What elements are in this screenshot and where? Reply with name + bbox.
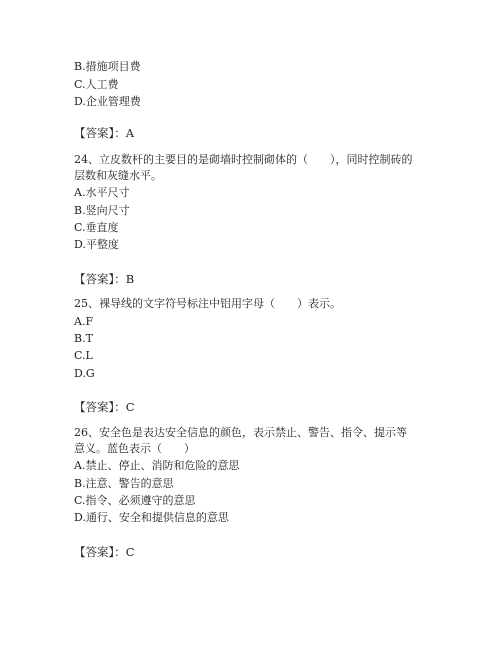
q26-option-a: A.禁止、停止、消防和危险的意思 xyxy=(74,459,240,472)
q23-answer: 【答案】：A xyxy=(74,126,135,140)
q25-option-b: B.T xyxy=(74,332,93,345)
q26-option-b: B.注意、警告的意思 xyxy=(74,477,174,490)
q26-stem-line2: 意义。蓝色表示（ ） xyxy=(74,442,195,455)
q25-option-d: D.G xyxy=(74,367,95,380)
q23-option-c: C.人工费 xyxy=(74,78,119,91)
q24-option-c: C.垂直度 xyxy=(74,221,119,234)
q24-stem-line2: 层数和灰缝水平。 xyxy=(74,169,162,182)
q25-option-c: C.L xyxy=(74,349,93,362)
q25-stem-line1: 25、裸导线的文字符号标注中铝用字母（ ）表示。 xyxy=(74,297,341,310)
q24-option-b: B.竖向尺寸 xyxy=(74,204,130,217)
q26-answer: 【答案】：C xyxy=(74,545,135,559)
q24-option-d: D.平整度 xyxy=(74,238,119,251)
q23-option-b: B.措施项目费 xyxy=(74,60,141,73)
q24-answer: 【答案】：B xyxy=(74,272,135,286)
q25-answer: 【答案】：C xyxy=(74,400,135,414)
q24-stem-line1: 24、立皮数杆的主要目的是砌墙时控制砌体的（ ），同时控制砖的 xyxy=(74,153,413,166)
q24-option-a: A.水平尺寸 xyxy=(74,186,130,199)
q25-option-a: A.F xyxy=(74,315,94,328)
q26-stem-line1: 26、安全色是表达安全信息的颜色，表示禁止、警告、指令、提示等 xyxy=(74,426,407,439)
q26-option-c: C.指令、必须遵守的意思 xyxy=(74,494,196,507)
q23-option-d: D.企业管理费 xyxy=(74,95,141,108)
q26-option-d: D.通行、安全和提供信息的意思 xyxy=(74,511,229,524)
